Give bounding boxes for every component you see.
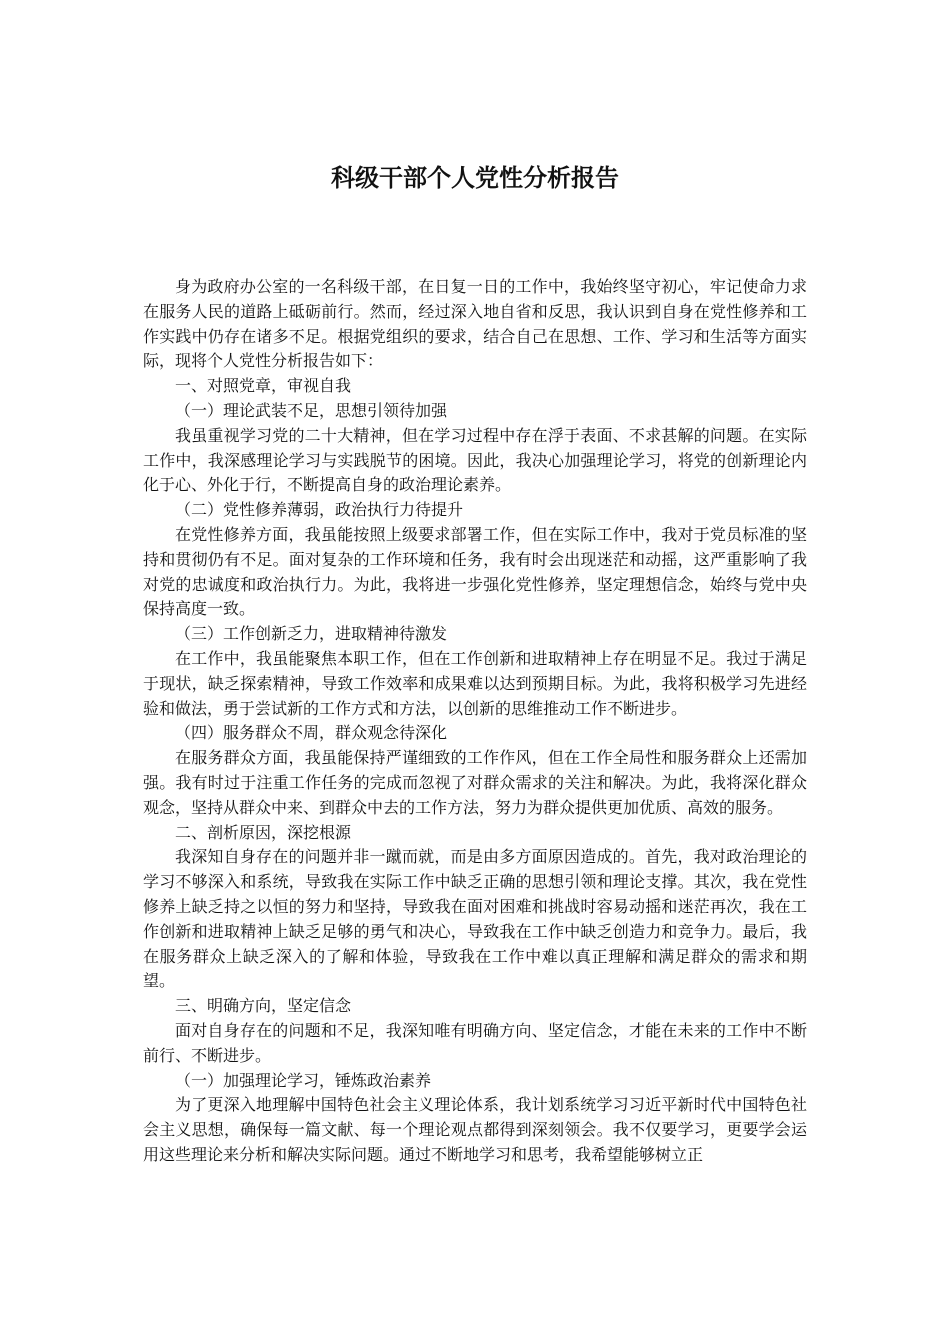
paragraph: 在工作中，我虽能聚焦本职工作，但在工作创新和进取精神上存在明显不足。我过于满足于现状，缺乏探索精神，导致工作效率和成果难以达到预期目标。为此，我将积极学习先进经验和做法，勇于尝试新的工作方式和方法，以创新的思维推动工作不断进步。 xyxy=(143,648,807,718)
paragraph: 我深知自身存在的问题并非一蹴而就，而是由多方面原因造成的。首先，我对政治理论的学习不够深入和系统，导致我在实际工作中缺乏正确的思想引领和理论支撑。其次，我在党性修养上缺乏持之以恒的努力和坚持，导致我在面对困难和挑战时容易动摇和迷茫再次，我在工作创新和进取精神上缺乏足够的勇气和决心，导致我在工作中缺乏创造力和竞争力。最后，我在服务群众上缺乏深入的了解和体验，导致我在工作中难以真正理解和满足群众的需求和期望。 xyxy=(143,847,807,991)
subsection-heading: （三）工作创新乏力，进取精神待激发 xyxy=(175,624,448,644)
document-title: 科级干部个人党性分析报告 xyxy=(331,164,619,192)
paragraph: 身为政府办公室的一名科级干部，在日复一日的工作中，我始终坚守初心，牢记使命力求在服务人民的道路上砥砺前行。然而，经过深入地自省和反思，我认识到自身在党性修养和工作实践中仍存在诸多不足。根据党组织的要求，结合自己在思想、工作、学习和生活等方面实际，现将个人党性分析报告如下： xyxy=(143,277,807,371)
subsection-heading: （一）加强理论学习，锤炼政治素养 xyxy=(175,1070,432,1090)
subsection-heading: （四）服务群众不周，群众观念待深化 xyxy=(175,723,448,743)
paragraph: 为了更深入地理解中国特色社会主义理论体系，我计划系统学习习近平新时代中国特色社会主义思想，确保每一篇文献、每一个理论观点都得到深刻领会。我不仅要学习，更要学会运用这些理论来分析和解决实际问题。通过不断地学习和思考，我希望能够树立正 xyxy=(143,1095,807,1164)
document-body xyxy=(143,275,807,1168)
section-heading: 一、对照党章，审视自我 xyxy=(175,376,352,396)
section-heading: 三、明确方向，坚定信念 xyxy=(175,996,352,1016)
subsection-heading: （一）理论武装不足，思想引领待加强 xyxy=(175,400,448,420)
paragraph: 我虽重视学习党的二十大精神，但在学习过程中存在浮于表面、不求甚解的问题。在实际工作中，我深感理论学习与实践脱节的困境。因此，我决心加强理论学习，将党的创新理论内化于心、外化于行，不断提高自身的政治理论素养。 xyxy=(143,425,807,495)
section-heading: 二、剖析原因，深挖根源 xyxy=(175,822,352,842)
paragraph: 面对自身存在的问题和不足，我深知唯有明确方向、坚定信念，才能在未来的工作中不断前行、不断进步。 xyxy=(143,1020,807,1065)
paragraph: 在党性修养方面，我虽能按照上级要求部署工作，但在实际工作中，我对于党员标准的坚持和贯彻仍有不足。面对复杂的工作环境和任务，我有时会出现迷茫和动摇，这严重影响了我对党的忠诚度和政治执行力。为此，我将进一步强化党性修养，坚定理想信念，始终与党中央保持高度一致。 xyxy=(143,524,807,619)
subsection-heading: （二）党性修养薄弱，政治执行力待提升 xyxy=(175,500,464,520)
paragraph: 在服务群众方面，我虽能保持严谨细致的工作作风，但在工作全局性和服务群众上还需加强。我有时过于注重工作任务的完成而忽视了对群众需求的关注和解决。为此，我将深化群众观念，坚持从群众中来、到群众中去的工作方法，努力为群众提供更加优质、高效的服务。 xyxy=(143,748,807,817)
